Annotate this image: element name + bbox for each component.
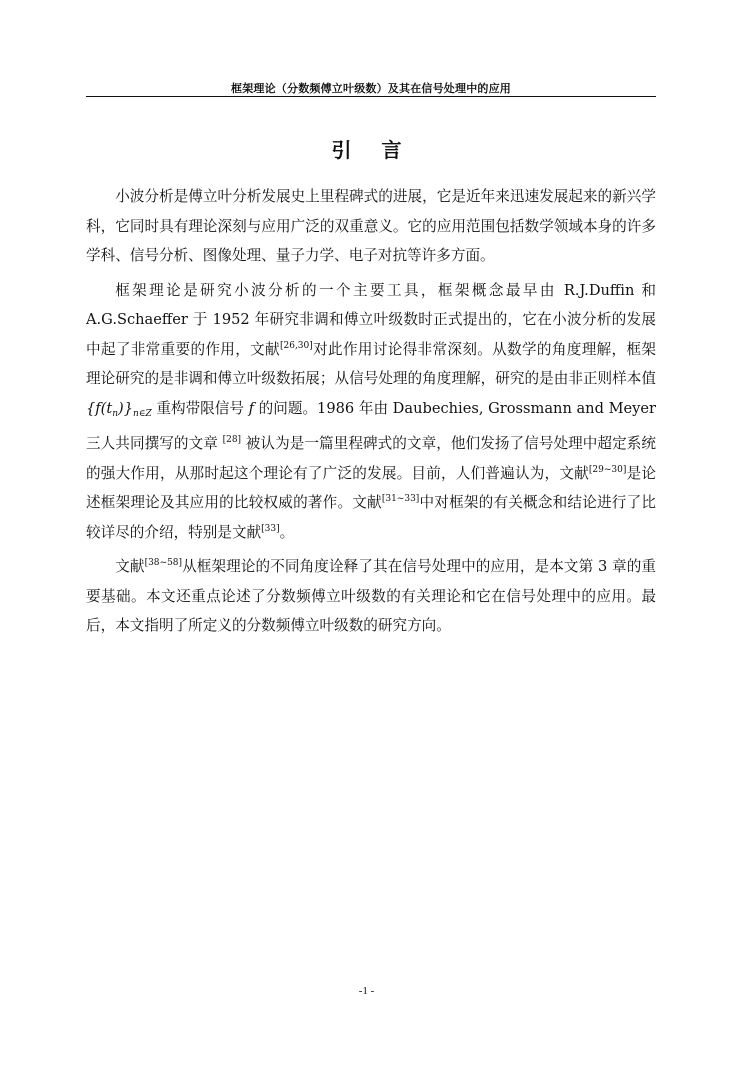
p2-text-5: 被认为是一篇里程碑式的文章，他们发扬了信号处理中超定系统的强大作用，从那时起这个理论有了广泛的发展。目前，人们普遍认为，文献 bbox=[86, 435, 656, 482]
math-sample-set bbox=[86, 400, 152, 417]
citation[interactable]: [28] bbox=[222, 435, 242, 445]
math-sub-set: n∈Z bbox=[133, 408, 152, 419]
paragraph-1: 小波分析是傅立叶分析发展史上里程碑式的进展，它是近年来迅速发展起来的新兴学科，它同时具有理论深刻与应用广泛的双重意义。它的应用范围包括数学领域本身的许多学科、信号分析、图像处理、量子力学、电子对抗等许多方面。 bbox=[86, 188, 656, 264]
page-number: -1 - bbox=[358, 985, 375, 997]
p2-text-4: 的问题。1986 年由 Daubechies, Grossmann and Meyer 三人共同撰写的文章 bbox=[86, 399, 657, 452]
math-f: f bbox=[248, 399, 255, 417]
p3-text-2: 从框架理论的不同角度诠释了其在信号处理中的应用，是本文第 3 章的重要基础。本文还重点论述了分数频傅立叶级数的有关理论和它在信号处理中的应用。最后，本文指明了所定义的分数频傅立叶级数的研究方向。 bbox=[86, 558, 656, 634]
math-close: )} bbox=[118, 399, 134, 417]
citation[interactable]: [26,30] bbox=[279, 340, 313, 351]
section-title bbox=[0, 134, 733, 163]
section-title-char-2: 言 bbox=[381, 138, 402, 162]
p2-text-2: 对此作用讨论得非常深刻。从数学的角度理解，框架理论研究的是非调和傅立叶级数拓展；从信号处理的角度理解，研究的是由非正则样本值 bbox=[86, 340, 656, 387]
p2-text-6: 是论述框架理论及其应用的比较权威的著作。文献 bbox=[86, 464, 656, 511]
citation[interactable]: [29~30] bbox=[588, 464, 627, 475]
math-sub-n: n bbox=[112, 408, 119, 419]
p3-text-1: 文献 bbox=[115, 558, 145, 575]
section-title-char-1: 引 bbox=[331, 138, 352, 162]
header-rule bbox=[86, 96, 656, 97]
p2-text-8: 。 bbox=[279, 523, 295, 541]
p2-text-1: 框架理论是研究小波分析的一个主要工具，框架概念最早由 R.J.Duffin 和 A.G.Schaeffer 于 1952 年研究非调和傅立叶级数时正式提出的，它在小波分析的发展中起了非常重要的作用，文献 bbox=[86, 281, 656, 358]
citation[interactable]: [38~58] bbox=[144, 558, 183, 568]
citation[interactable]: [33] bbox=[261, 523, 280, 534]
math-expr: {f(t bbox=[86, 399, 113, 417]
p2-text-7: 中对框架的有关概念和结论进行了比较详尽的介绍，特别是文献 bbox=[86, 494, 656, 541]
citation[interactable]: [31~33] bbox=[381, 494, 420, 504]
p2-text-3: 重构带限信号 bbox=[151, 399, 249, 417]
body-text bbox=[86, 182, 656, 641]
paragraph-2 bbox=[86, 276, 656, 548]
running-header: 框架理论（分数频傅立叶级数）及其在信号处理中的应用 bbox=[231, 82, 511, 95]
paragraph-3 bbox=[86, 552, 656, 641]
